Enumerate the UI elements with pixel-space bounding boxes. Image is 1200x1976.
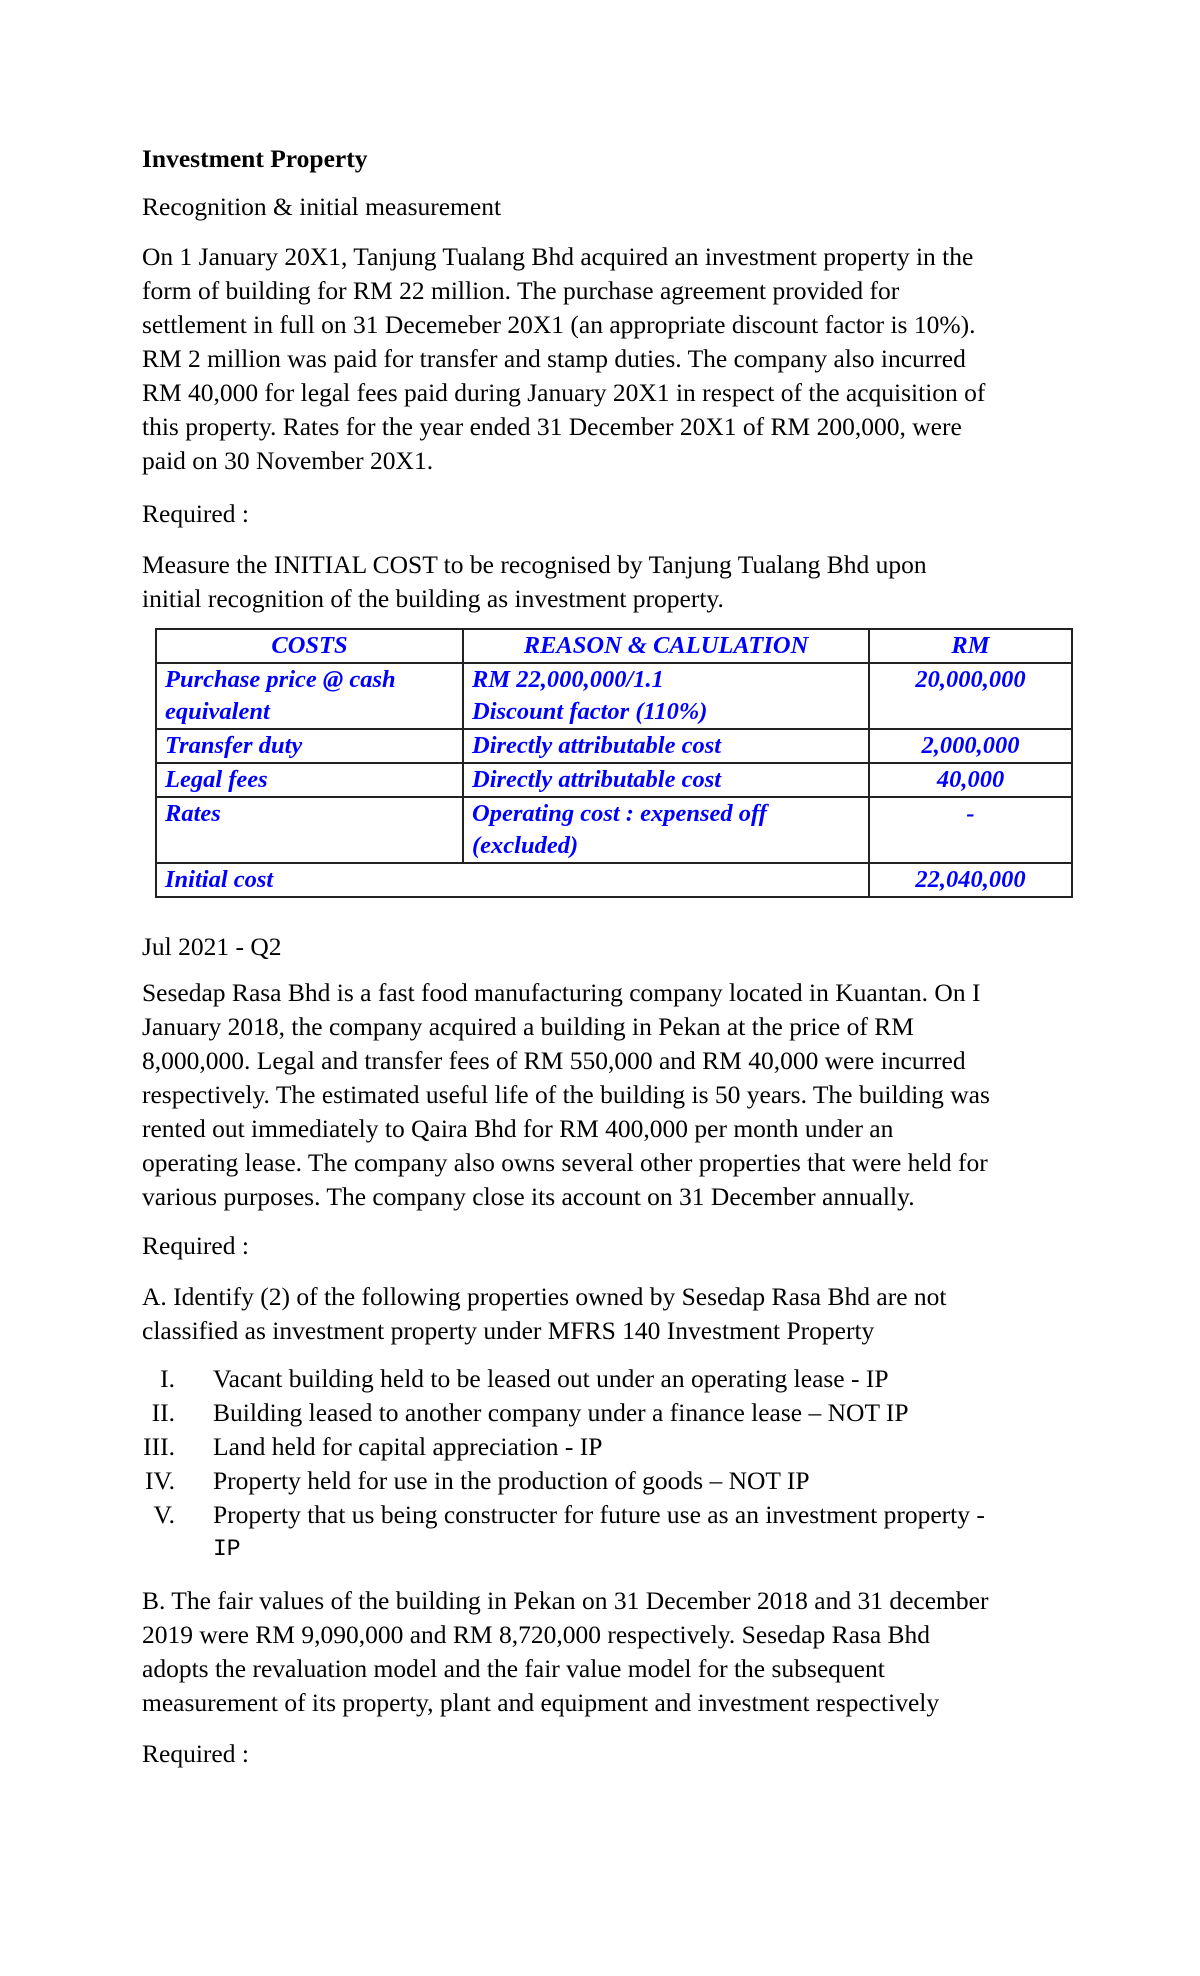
list-item-text: Building leased to another company under a finance lease – NOT IP	[213, 1398, 909, 1427]
paragraph-line: various purposes. The company close its account on 31 December annually.	[142, 1182, 915, 1211]
list-item	[130, 1430, 1090, 1464]
paragraph-line: paid on 30 November 20X1.	[142, 446, 434, 475]
rm-cell: 20,000,000	[869, 663, 1072, 729]
list-item-text: Vacant building held to be leased out under an operating lease - IP	[213, 1364, 889, 1393]
reason-cell	[463, 797, 869, 863]
required-label: Required :	[142, 1231, 249, 1260]
total-value: 22,040,000	[869, 863, 1072, 897]
paragraph-line: January 2018, the company acquired a building in Pekan at the price of RM	[142, 1012, 914, 1041]
task-text	[142, 548, 1082, 616]
cost-cell: Legal fees	[156, 763, 463, 797]
intro-paragraph	[142, 240, 1082, 478]
list-numeral: I.	[160, 1364, 175, 1393]
reason-text: Operating cost : expensed off	[472, 800, 767, 827]
cost-text: Purchase price @ cash	[165, 666, 396, 693]
table-row	[156, 729, 1072, 763]
reason-cell: Directly attributable cost	[463, 763, 869, 797]
list-numeral: V.	[153, 1500, 175, 1529]
list-item	[130, 1396, 1090, 1430]
cost-cell: Rates	[156, 797, 463, 863]
reason-cell	[463, 663, 869, 729]
page-title: Investment Property	[142, 144, 368, 173]
list-item-text: Property that us being constructer for future use as an investment property -	[213, 1500, 985, 1529]
part-a-line: A. Identify (2) of the following properties owned by Sesedap Rasa Bhd are not	[142, 1282, 947, 1311]
paragraph-line: RM 2 million was paid for transfer and stamp duties. The company also incurred	[142, 344, 966, 373]
question-heading: Jul 2021 - Q2	[142, 932, 282, 961]
paragraph-line: 8,000,000. Legal and transfer fees of RM 550,000 and RM 40,000 were incurred	[142, 1046, 966, 1075]
table-row	[156, 663, 1072, 729]
rm-cell: 40,000	[869, 763, 1072, 797]
cost-cell: Transfer duty	[156, 729, 463, 763]
list-item	[130, 1498, 1090, 1566]
part-b-line: measurement of its property, plant and equipment and investment respectively	[142, 1688, 940, 1717]
column-header-costs: COSTS	[156, 629, 463, 663]
cost-text: equivalent	[165, 698, 270, 725]
table-row	[156, 763, 1072, 797]
paragraph-line: this property. Rates for the year ended 31 December 20X1 of RM 200,000, were	[142, 412, 962, 441]
list-item-text: Land held for capital appreciation - IP	[213, 1432, 603, 1461]
paragraph-line: On 1 January 20X1, Tanjung Tualang Bhd acquired an investment property in the	[142, 242, 974, 271]
part-a-text	[142, 1280, 1082, 1348]
task-line: initial recognition of the building as investment property.	[142, 584, 724, 613]
paragraph-line: settlement in full on 31 Decemeber 20X1 (an appropriate discount factor is 10%).	[142, 310, 976, 339]
paragraph-line: respectively. The estimated useful life of the building is 50 years. The building was	[142, 1080, 990, 1109]
reason-text: RM 22,000,000/1.1	[472, 666, 664, 693]
column-header-reason: REASON & CALULATION	[463, 629, 869, 663]
reason-text: (excluded)	[472, 832, 579, 859]
reason-cell: Directly attributable cost	[463, 729, 869, 763]
column-header-rm: RM	[869, 629, 1072, 663]
section-subtitle: Recognition & initial measurement	[142, 192, 502, 221]
rm-cell: -	[869, 797, 1072, 863]
required-label: Required :	[142, 499, 249, 528]
list-item-text: Property held for use in the production of goods – NOT IP	[213, 1466, 810, 1495]
property-list	[130, 1362, 1090, 1566]
list-numeral: II.	[151, 1398, 175, 1427]
paragraph-line: operating lease. The company also owns several other properties that were held for	[142, 1148, 988, 1177]
part-b-line: 2019 were RM 9,090,000 and RM 8,720,000 respectively. Sesedap Rasa Bhd	[142, 1620, 931, 1649]
list-item-continuation: IP	[213, 1536, 241, 1562]
paragraph-line: rented out immediately to Qaira Bhd for RM 400,000 per month under an	[142, 1114, 894, 1143]
list-item	[130, 1464, 1090, 1498]
part-b-text	[142, 1584, 1082, 1720]
rm-cell: 2,000,000	[869, 729, 1072, 763]
initial-cost-table	[155, 628, 1073, 898]
part-b-line: adopts the revaluation model and the fair value model for the subsequent	[142, 1654, 885, 1683]
paragraph-line: Sesedap Rasa Bhd is a fast food manufacturing company located in Kuantan. On I	[142, 978, 981, 1007]
total-label: Initial cost	[156, 863, 869, 897]
cost-cell	[156, 663, 463, 729]
list-numeral: III.	[143, 1432, 175, 1461]
table-header-row	[156, 629, 1072, 663]
paragraph-line: RM 40,000 for legal fees paid during January 20X1 in respect of the acquisition of	[142, 378, 986, 407]
question-paragraph	[142, 976, 1082, 1214]
reason-text: Discount factor (110%)	[472, 698, 708, 725]
list-item	[130, 1362, 1090, 1396]
part-b-line: B. The fair values of the building in Pekan on 31 December 2018 and 31 december	[142, 1586, 989, 1615]
list-numeral: IV.	[145, 1466, 175, 1495]
table-total-row	[156, 863, 1072, 897]
part-a-line: classified as investment property under MFRS 140 Investment Property	[142, 1316, 875, 1345]
table-row	[156, 797, 1072, 863]
required-label-2: Required :	[142, 1739, 249, 1768]
paragraph-line: form of building for RM 22 million. The purchase agreement provided for	[142, 276, 900, 305]
task-line: Measure the INITIAL COST to be recognised by Tanjung Tualang Bhd upon	[142, 550, 927, 579]
